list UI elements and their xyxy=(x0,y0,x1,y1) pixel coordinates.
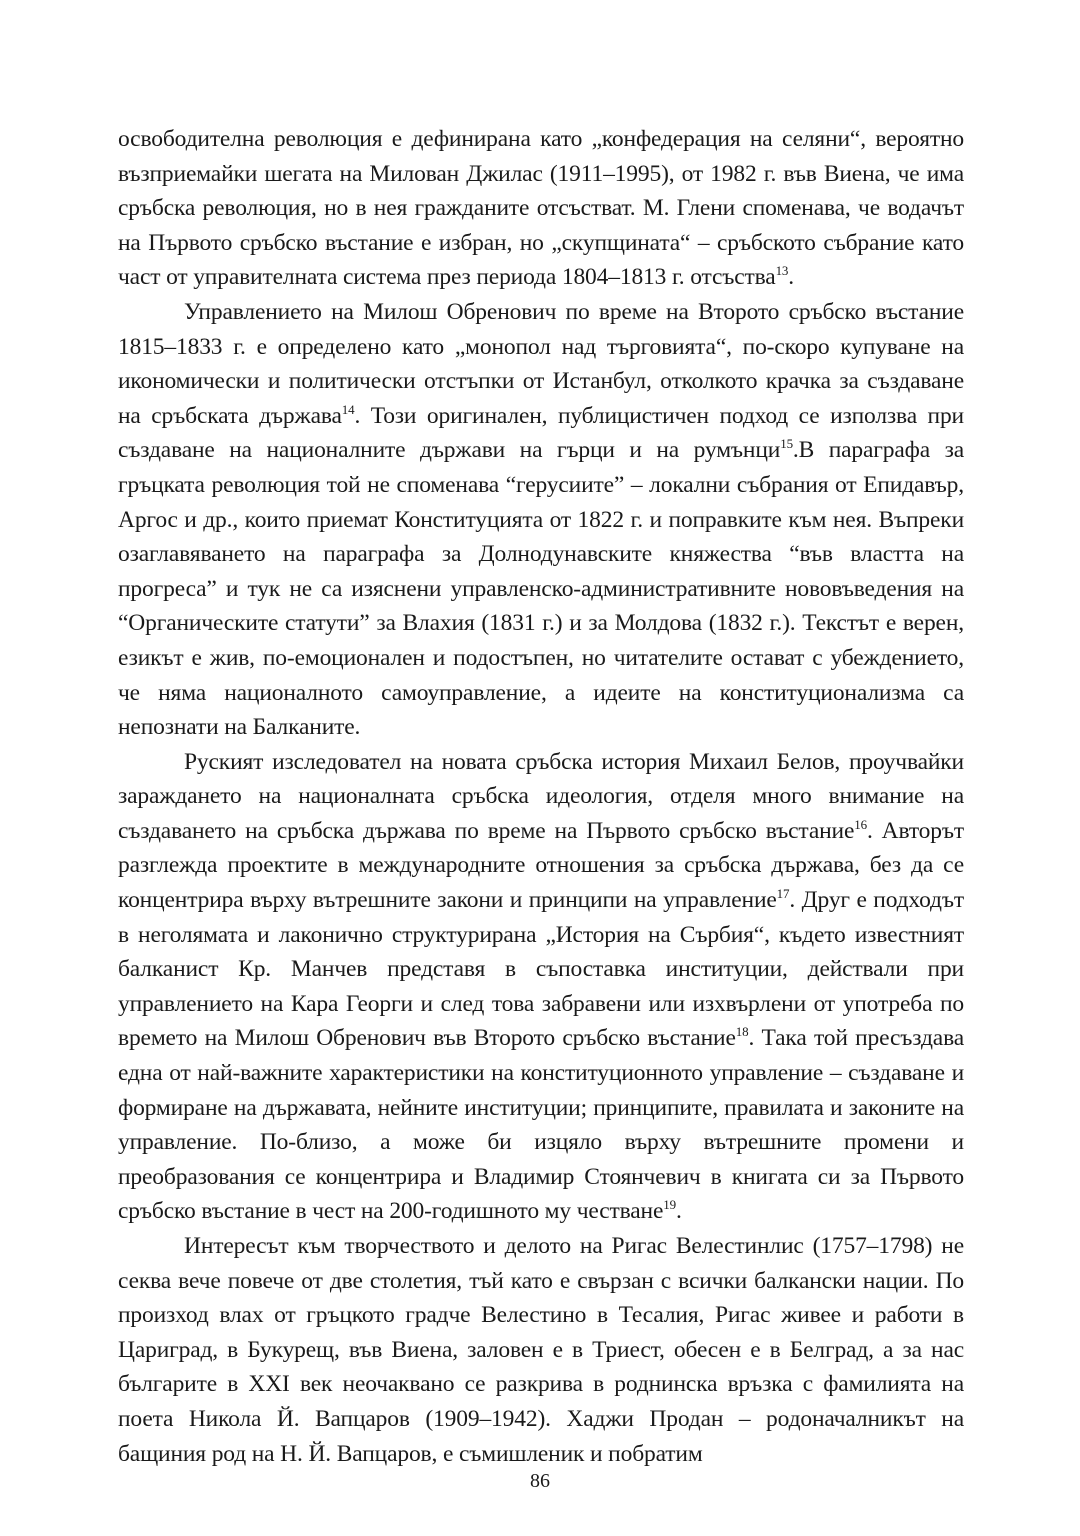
paragraph-2-text-3: .В параграфа за гръцката революция той не споменава “герусиите” – локални събрания от Епидавър, Аргос и др., които приемат Конституцията от 1822 г. и поправките към нея. Въпреки озаглавяването на параграфа за Долнодунавските княжества “във властта на прогреса” и тук не са изяснени управленско-административните нововъведения на “Органическите статути” за Влахия (1831 г.) и за Молдова (1832 г.). Текстът е верен, езикът е жив, по-емоционален и подостъпен, но читателите остават с убеждението, че няма националното самоуправление, а идеите на конституционализма са непознати на Балканите. xyxy=(118,437,964,741)
paragraph-2 xyxy=(118,295,964,745)
paragraph-3 xyxy=(118,745,964,1229)
paragraph-3-text-4: . Така той пресъздава една от най-важните характеристики на конституционното управление – създаване и формиране на държавата, нейните институции; принципите, правилата и законите на управление. По-близо, а може би изцяло върху вътрешните промени и преобразования се концентрира и Владимир Стоянчевич в книгата си за Първото сръбско въстание в чест на 200-годишното му честване xyxy=(118,1025,964,1225)
footnote-ref-17: 17 xyxy=(776,886,790,902)
paragraph-3-text-1: Руският изследовател на новата сръбска история Михаил Белов, проучвайки зараждането на националната сръбска идеология, отделя много внимание на създаването на сръбска държава по време на Първото сръбско въстание xyxy=(118,748,964,844)
page-number: 86 xyxy=(530,1470,550,1492)
paragraph-4 xyxy=(118,1229,964,1471)
footnote-ref-18: 18 xyxy=(735,1024,749,1040)
footnote-ref-15: 15 xyxy=(780,436,793,452)
footnote-ref-16: 16 xyxy=(854,816,867,832)
paragraph-1-text-2: . xyxy=(788,264,794,291)
footnote-ref-19: 19 xyxy=(663,1197,676,1213)
paragraph-4-text-1: Интересът към творчеството и делото на Ригас Велестинлис (1757–1798) не секва вече повече от две столетия, тъй като е свързан с всички балкански нации. По произход влах от гръцкото градче Велестино в Тесалия, Ригас живее и работи в Цариград, в Букурещ, във Виена, заловен е в Триест, обесен е в Белград, а за нас българите в XXI век неочаквано се разкрива в роднинска връзка с фамилията на поета Никола Й. Вапцаров (1909–1942). Хаджи Продан – родоначалникът на бащиния род на Н. Й. Вапцаров, е съмишленик и побратим xyxy=(118,1233,964,1467)
paragraph-3-text-3: . Друг е подходът в неголямата и лаконично структурирана „История на Сърбия“, където известният балканист Кр. Манчев представя в съпоставка институции, действали при управлението на Кара Георги и след това забравени или изхвърлени от употреба по времето на Милош Обренович във Второто сръбско въстание xyxy=(118,887,964,1052)
footnote-ref-13: 13 xyxy=(775,263,789,279)
footnote-ref-14: 14 xyxy=(341,401,355,417)
paragraph-2-text-1: Управлението на Милош Обренович по време на Второто сръбско въстание 1815–1833 г. е определено като „монопол над търговията“, по-скоро купуване на икономически и политически отстъпки от Истанбул, отколкото крачка за създаване на сръбската държава xyxy=(118,298,964,429)
paragraph-3-text-5: . xyxy=(675,1198,682,1225)
document-body xyxy=(118,122,964,1471)
paragraph-3-text-2: . Авторът разглежда проектите в международните отношения за сръбска държава, без да се концентрира върху вътрешните закони и принципи на управление xyxy=(118,817,964,914)
paragraph-1 xyxy=(118,122,964,295)
paragraph-1-text-1: освободителна революция е дефинирана като „конфедерация на селяни“, вероятно възприемайки шегата на Милован Джилас (1911–1995), от 1982 г. във Виена, че има сръбска революция, но в нея гражданите отсъстват. М. Глени споменава, че водачът на Първото сръбско въстание е избран, но „скупщината“ – сръбското събрание като част от управителната система през периода 1804–1813 г. отсъства xyxy=(118,126,964,291)
paragraph-2-text-2: . Този оригинален, публицистичен подход се използва при създаване на националните държави на гърци и на румънци xyxy=(118,402,964,464)
